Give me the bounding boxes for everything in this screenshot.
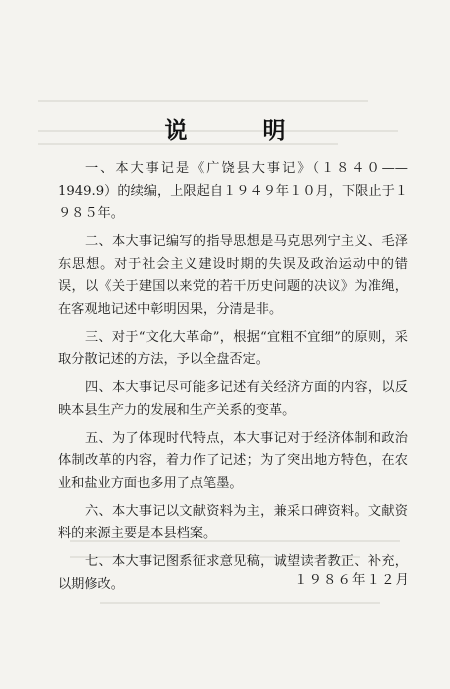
page-title: 说 明 (164, 117, 312, 144)
paragraph-3: 三、对于“文化大革命”，根据“宜粗不宜细”的原则，采取分散记述的方法，予以全盘否定。 (58, 329, 408, 367)
bleed-through-line (38, 100, 368, 102)
paragraph-5: 五、为了体现时代特点，本大事记对于经济体制和政治体制改革的内容，着力作了记述；为了突出地方特色，在农业和盐业方面也多用了点笔墨。 (58, 430, 408, 491)
paragraph-1: 一、本大事记是《广饶县大事记》（１８４０——1949.9）的续编，上限起自１９４９年１０月，下限止于１９８５年。 (58, 161, 408, 221)
paragraph-7: 七、本大事记图系征求意见稿，诚望读者教正、补充，以期修改。 (58, 554, 408, 592)
document-date: １９８６年１２月 (294, 572, 410, 588)
document-body (58, 158, 408, 602)
paragraph-4: 四、本大事记尽可能多记述有关经济方面的内容，以反映本县生产力的发展和生产关系的变革。 (58, 380, 408, 418)
bleed-through-line (100, 602, 380, 604)
paragraph-2: 二、本大事记编写的指导思想是马克思列宁主义、毛泽东思想。对于社会主义建设时期的失误及政治运动中的错误，以《关于建国以来党的若干历史问题的决议》为准绳，在客观地记述中彰明因果，分清是非。 (58, 234, 408, 317)
paragraph-6: 六、本大事记以文献资料为主，兼采口碑资料。文献资料的来源主要是本县档案。 (58, 503, 408, 541)
